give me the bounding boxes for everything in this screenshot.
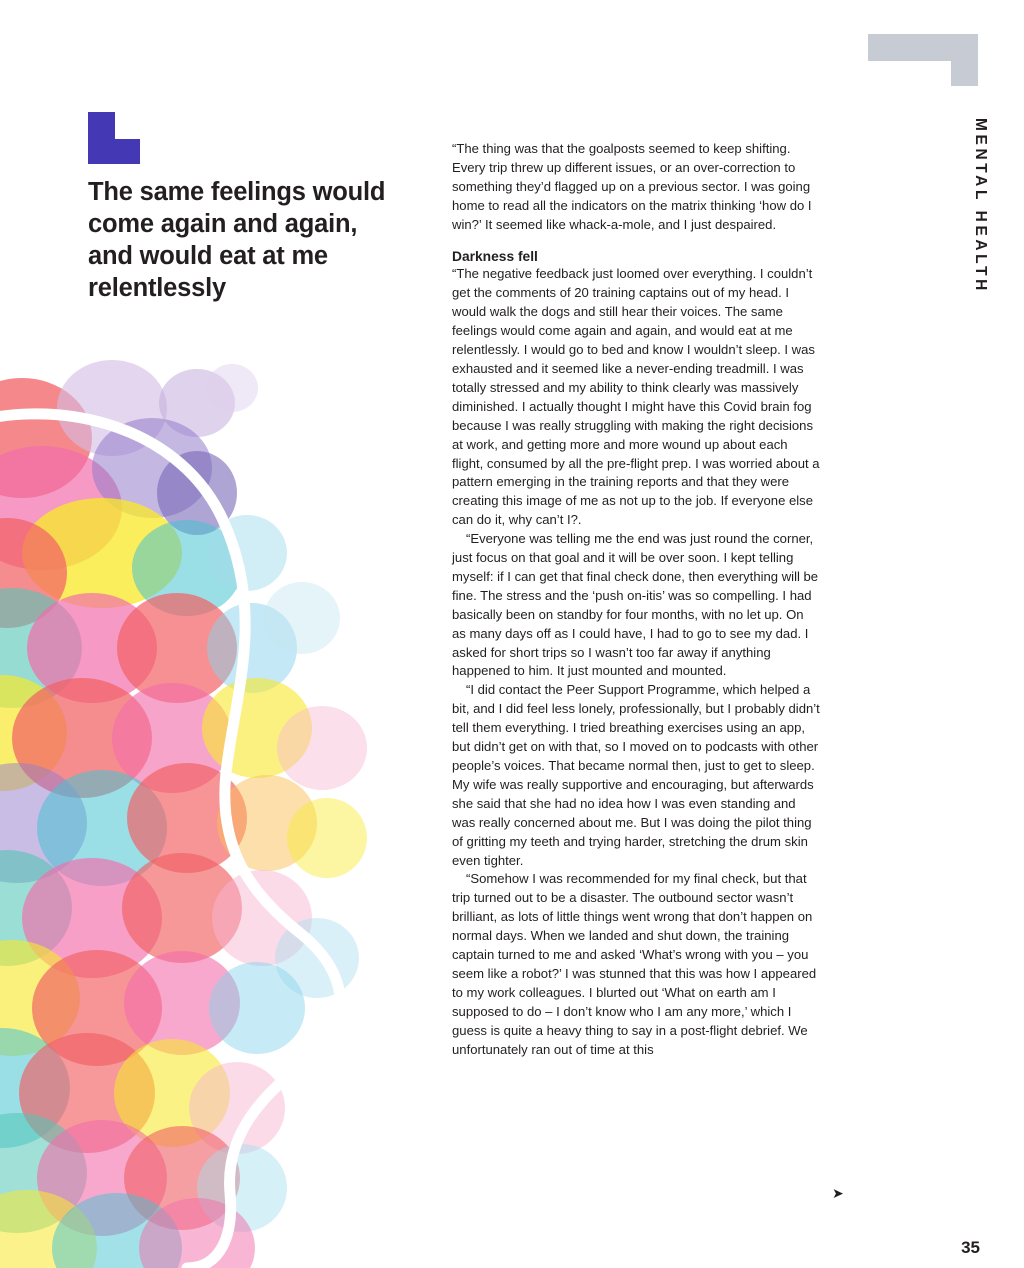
- paragraph: “I did contact the Peer Support Programme, which helped a bit, and I did feel less lonely, professionally, but I probably didn’t tell them everything. I tried breathing exercises using an app, but didn’t get on with that, so I moved on to podcasts with other people’s voices. That became normal then, just to get to sleep. My wife was really supportive and encouraging, but afterwards she said that she had no idea how I was even standing and was really concerned about me. But I was doing the pilot thing of gritting my teeth and trying harder, stretching the drum skin even tighter.: [452, 682, 820, 868]
- corner-mark-left: [88, 112, 140, 164]
- paragraph: “The negative feedback just loomed over everything. I couldn’t get the comments of 20 training captains out of my head. I would walk the dogs and still hear their voices. The same feelings would come again and again, and would eat at me relentlessly. I would go to bed and know I wouldn’t sleep. I was exhausted and it seemed like a never-ending treadmill. I was totally stressed and my ability to think clearly was massively diminished. I actually thought I might have this Covid brain fog because I was really struggling with making the right decisions at work, and getting more and more wound up about each flight, consumed by all the pre-flight prep. I was worried about a pattern emerging in the training reports and that they were creating this image of me as not up to the job. If everyone else can do it, why can’t I?.: [452, 266, 820, 528]
- article-subhead: Darkness fell: [452, 248, 538, 264]
- paragraph: “Everyone was telling me the end was just round the corner, just focus on that goal and it will be over soon. I kept telling myself: if I can get that final check done, then everything will be fine. The stress and the ‘push on-itis’ was so compelling. I had basically been on standby for four months, with no let up. On as many days off as I could have, I had to go to see my dad. I asked for short trips so I wasn’t too far away if anything happened to him. It just mounted and mounted.: [452, 531, 819, 679]
- corner-mark-left-horizontal-bar: [88, 139, 140, 164]
- page-number: 35: [961, 1238, 980, 1257]
- page-title: The same feelings would come again and again, and would eat at me relentlessly: [88, 178, 386, 303]
- corner-mark-top: [868, 34, 978, 86]
- article-body-column: [452, 140, 820, 1060]
- corner-mark-top-vertical-bar: [951, 34, 978, 86]
- continued-arrow-icon: ➤: [832, 1185, 844, 1201]
- watercolour-head-illustration: [0, 318, 452, 1268]
- section-label: MENTAL HEALTH: [972, 118, 989, 294]
- paragraph: “The thing was that the goalposts seemed to keep shifting. Every trip threw up different issues, or an over-correction to something they’d flagged up on a previous sector. I was going home to read all the indicators on the matrix thinking ‘how do I win?’ It seemed like whack-a-mole, and I just despaired.: [452, 141, 812, 232]
- paragraph: “Somehow I was recommended for my final check, but that trip turned out to be a disaster. The outbound sector wasn’t brilliant, as lots of little things went wrong that don’t happen on normal days. When we landed and shut down, the training captain turned to me and asked ‘What’s wrong with you – you seem like a robot?’ I was stunned that this was how I appeared to my work colleagues. I blurted out ‘What on earth am I supposed to do – I don’t know who I am any more,’ which I guess is quite a heavy thing to say in a post-flight debrief. We unfortunately ran out of time at this: [452, 871, 817, 1057]
